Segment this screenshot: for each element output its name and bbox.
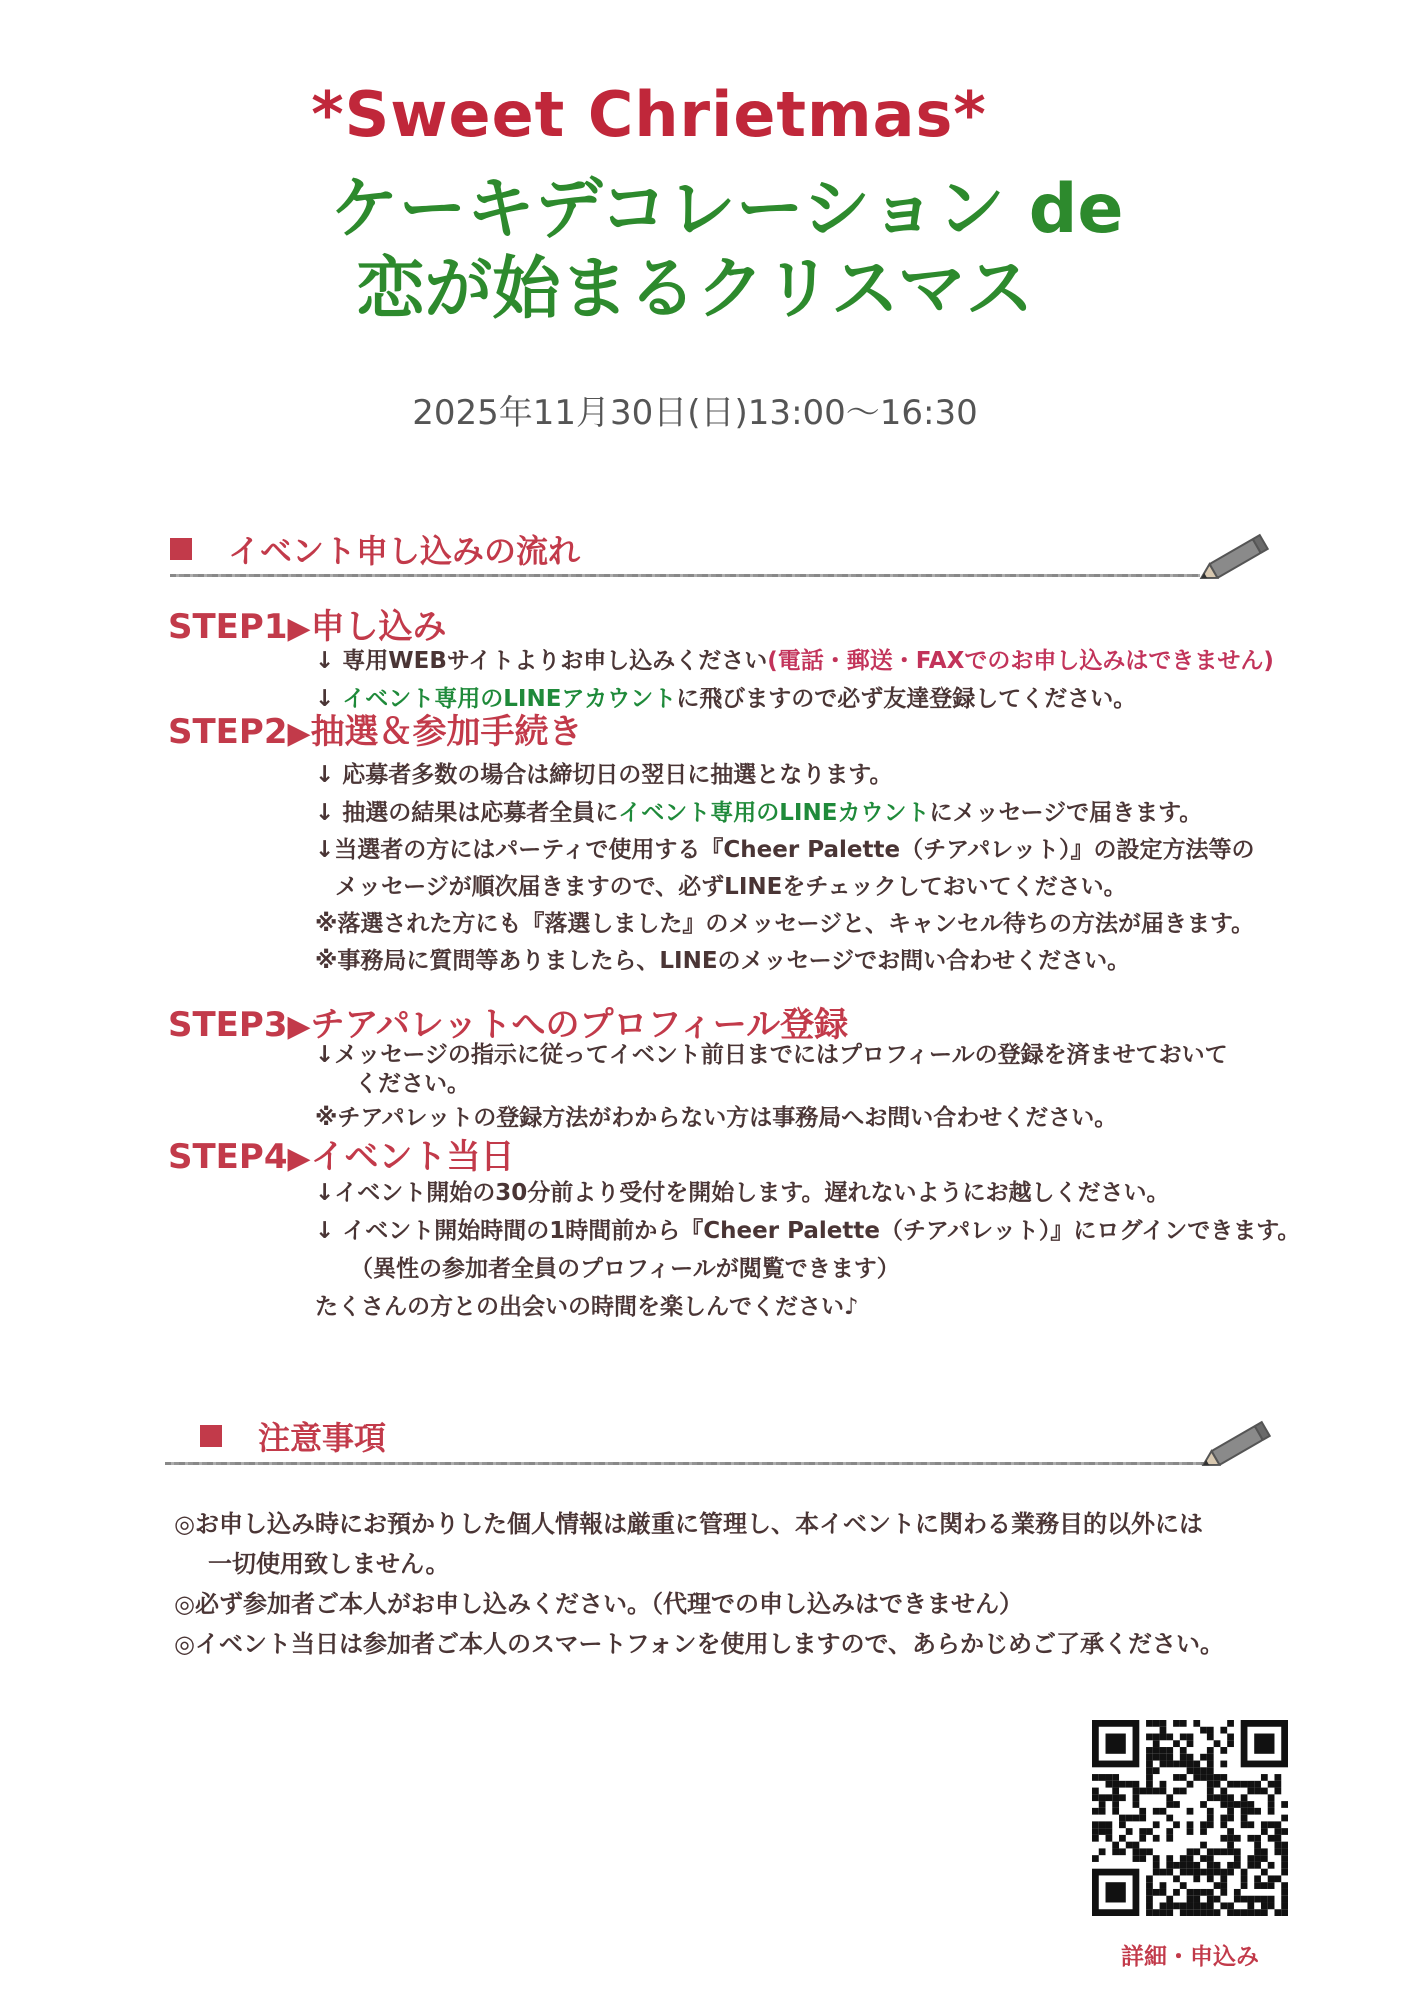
step4-title: イベント当日 [310,1137,515,1177]
step3-line1: ↓メッセージの指示に従ってイベント前日までにはプロフィールの登録を済ませておいて [315,1042,1228,1068]
note-item-1: ◎お申し込み時にお預かりした個人情報は厳重に管理し、本イベントに関わる業務目的以外には [174,1510,1203,1538]
note-item-2: ◎必ず参加者ご本人がお申し込みください。（代理での申し込みはできません） [174,1590,1023,1618]
title-english: *Sweet Chrietmas* [311,78,987,151]
triangle-right-icon: ▶ [287,611,311,646]
step4-label: STEP4 [168,1137,288,1177]
step1-line1-note: (電話・郵送・FAXでのお申し込みはできません) [767,648,1274,674]
step2-line2-tail: にメッセージで届きます。 [929,800,1203,826]
step3-line2: ください。 [355,1071,470,1097]
square-bullet-icon [170,538,192,560]
step1-heading [168,607,447,647]
step2-line6: ※事務局に質問等ありましたら、LINEのメッセージでお問い合わせください。 [315,948,1131,974]
pencil-icon [1198,1415,1278,1475]
title-japanese-line2: 恋が始まるクリスマス [356,250,1034,329]
step4-heading [168,1137,515,1177]
step2-line1: ↓ 応募者多数の場合は締切日の翌日に抽選となります。 [315,762,893,788]
section-divider [165,1462,1205,1465]
step1-line2-arrow: ↓ [315,686,343,712]
line-account-link[interactable]: イベント専用のLINEアカウント [342,686,677,712]
notes-section-heading [200,1419,387,1457]
step3-title: チアパレットへのプロフィール登録 [310,1005,849,1045]
step4-line4: たくさんの方との出会いの時間を楽しんでください♪ [315,1294,859,1320]
flow-section-heading [170,532,581,570]
step3-heading [168,1005,849,1045]
triangle-right-icon: ▶ [287,1141,311,1176]
triangle-right-icon: ▶ [287,1009,311,1044]
step1-line1 [315,648,1274,676]
step3-line3: ※チアパレットの登録方法がわからない方は事務局へお問い合わせください。 [315,1105,1118,1131]
step2-line5: ※落選された方にも『落選しました』のメッセージと、キャンセル待ちの方法が届きます。 [315,911,1255,937]
step1-title: 申し込み [310,607,447,647]
qr-label: 詳細・申込み [1121,1944,1259,1970]
title-japanese-line1: ケーキデコレーション de [330,170,1124,249]
qr-code-icon[interactable] [1092,1720,1288,1916]
step4-line2: ↓ イベント開始時間の1時間前から『Cheer Palette（チアパレット）』にログインできます。 [315,1218,1301,1244]
step2-line3: ↓当選者の方にはパーティで使用する『Cheer Palette（チアパレット）』の設定方法等の [315,837,1255,863]
step3-label: STEP3 [168,1005,288,1045]
step1-line1-text: ↓ 専用WEBサイトよりお申し込みください [315,648,768,674]
step2-heading [168,712,583,752]
note-item-1-cont: 一切使用致しません。 [208,1550,450,1578]
step2-line2-text: ↓ 抽選の結果は応募者全員に [315,800,619,826]
square-bullet-icon [200,1425,222,1447]
triangle-right-icon: ▶ [287,716,311,751]
event-date: 2025年11月30日(日)13:00〜16:30 [412,393,978,433]
step4-line1: ↓イベント開始の30分前より受付を開始します。遅れないようにお越しください。 [315,1180,1170,1206]
step2-line4: メッセージが順次届きますので、必ずLINEをチェックしておいてください。 [335,874,1127,900]
step1-line2-text: に飛びますので必ず友達登録してください。 [676,686,1137,712]
notes-heading-text: 注意事項 [258,1419,387,1457]
note-item-3: ◎イベント当日は参加者ご本人のスマートフォンを使用しますので、あらかじめご了承ください。 [174,1630,1225,1658]
step4-line3: （異性の参加者全員のプロフィールが閲覧できます） [350,1256,900,1282]
step1-line2 [315,686,1136,714]
flow-heading-text: イベント申し込みの流れ [228,532,581,570]
section-divider [170,574,1200,577]
pencil-icon [1196,528,1276,588]
step2-title: 抽選＆参加手続き [310,712,583,752]
step1-label: STEP1 [168,607,288,647]
line-account-link[interactable]: イベント専用のLINEカウント [618,800,930,826]
step2-label: STEP2 [168,712,288,752]
step2-line2 [315,800,1202,828]
